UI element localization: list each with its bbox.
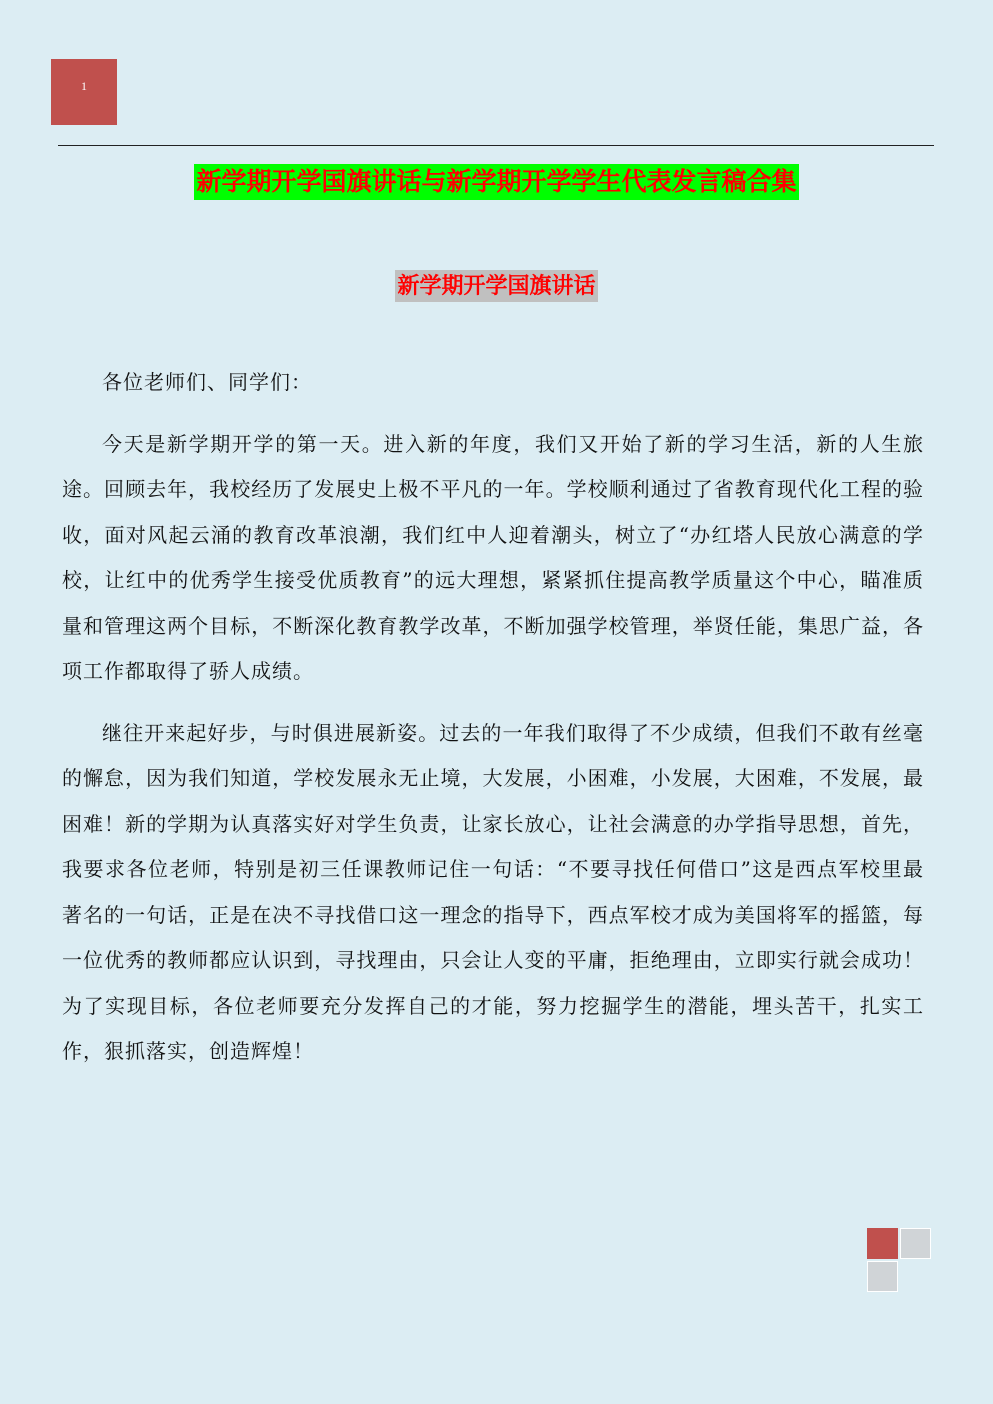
document-body [62, 360, 924, 1091]
paragraph: 继往开来起好步，与时俱进展新姿。过去的一年我们取得了不少成绩，但我们不敢有丝毫的懈怠，因为我们知道，学校发展永无止境，大发展，小困难，小发展，大困难，不发展，最困难！新的学期为认真落实好对学生负责，让家长放心，让社会满意的办学指导思想，首先，我要求各位老师，特别是初三任课教师记住一句话：“不要寻找任何借口”这是西点军校里最著名的一句话，正是在决不寻找借口这一理念的指导下，西点军校才成为美国将军的摇篮，每一位优秀的教师都应认识到，寻找理由，只会让人变的平庸，拒绝理由，立即实行就会成功！为了实现目标，各位老师要充分发挥自己的才能，努力挖掘学生的潜能，埋头苦干，扎实工作，狠抓落实，创造辉煌！ [62, 720, 924, 1063]
paragraph: 今天是新学期开学的第一天。进入新的年度，我们又开始了新的学习生活，新的人生旅途。回顾去年，我校经历了发展史上极不平凡的一年。学校顺利通过了省教育现代化工程的验收，面对风起云涌的教育改革浪潮，我们红中人迎着潮头，树立了“办红塔人民放心满意的学校，让红中的优秀学生接受优质教育”的远大理想，紧紧抓住提高教学质量这个中心，瞄准质量和管理这两个目标，不断深化教育教学改革，不断加强学校管理，举贤任能，集思广益，各项工作都取得了骄人成绩。 [62, 431, 924, 683]
title-container [0, 164, 993, 200]
decor-square-red [867, 1228, 898, 1259]
greeting: 各位老师们、同学们： [102, 370, 312, 394]
page-number-badge [51, 59, 117, 125]
decor-square-grey [900, 1228, 931, 1259]
header-rule [58, 145, 934, 146]
page-number: 1 [81, 79, 87, 93]
corner-decoration [867, 1228, 933, 1294]
decor-square-grey [867, 1261, 898, 1292]
section-title-container [0, 270, 993, 302]
section-title: 新学期开学国旗讲话 [395, 270, 597, 302]
document-title: 新学期开学国旗讲话与新学期开学学生代表发言稿合集 [194, 164, 798, 200]
